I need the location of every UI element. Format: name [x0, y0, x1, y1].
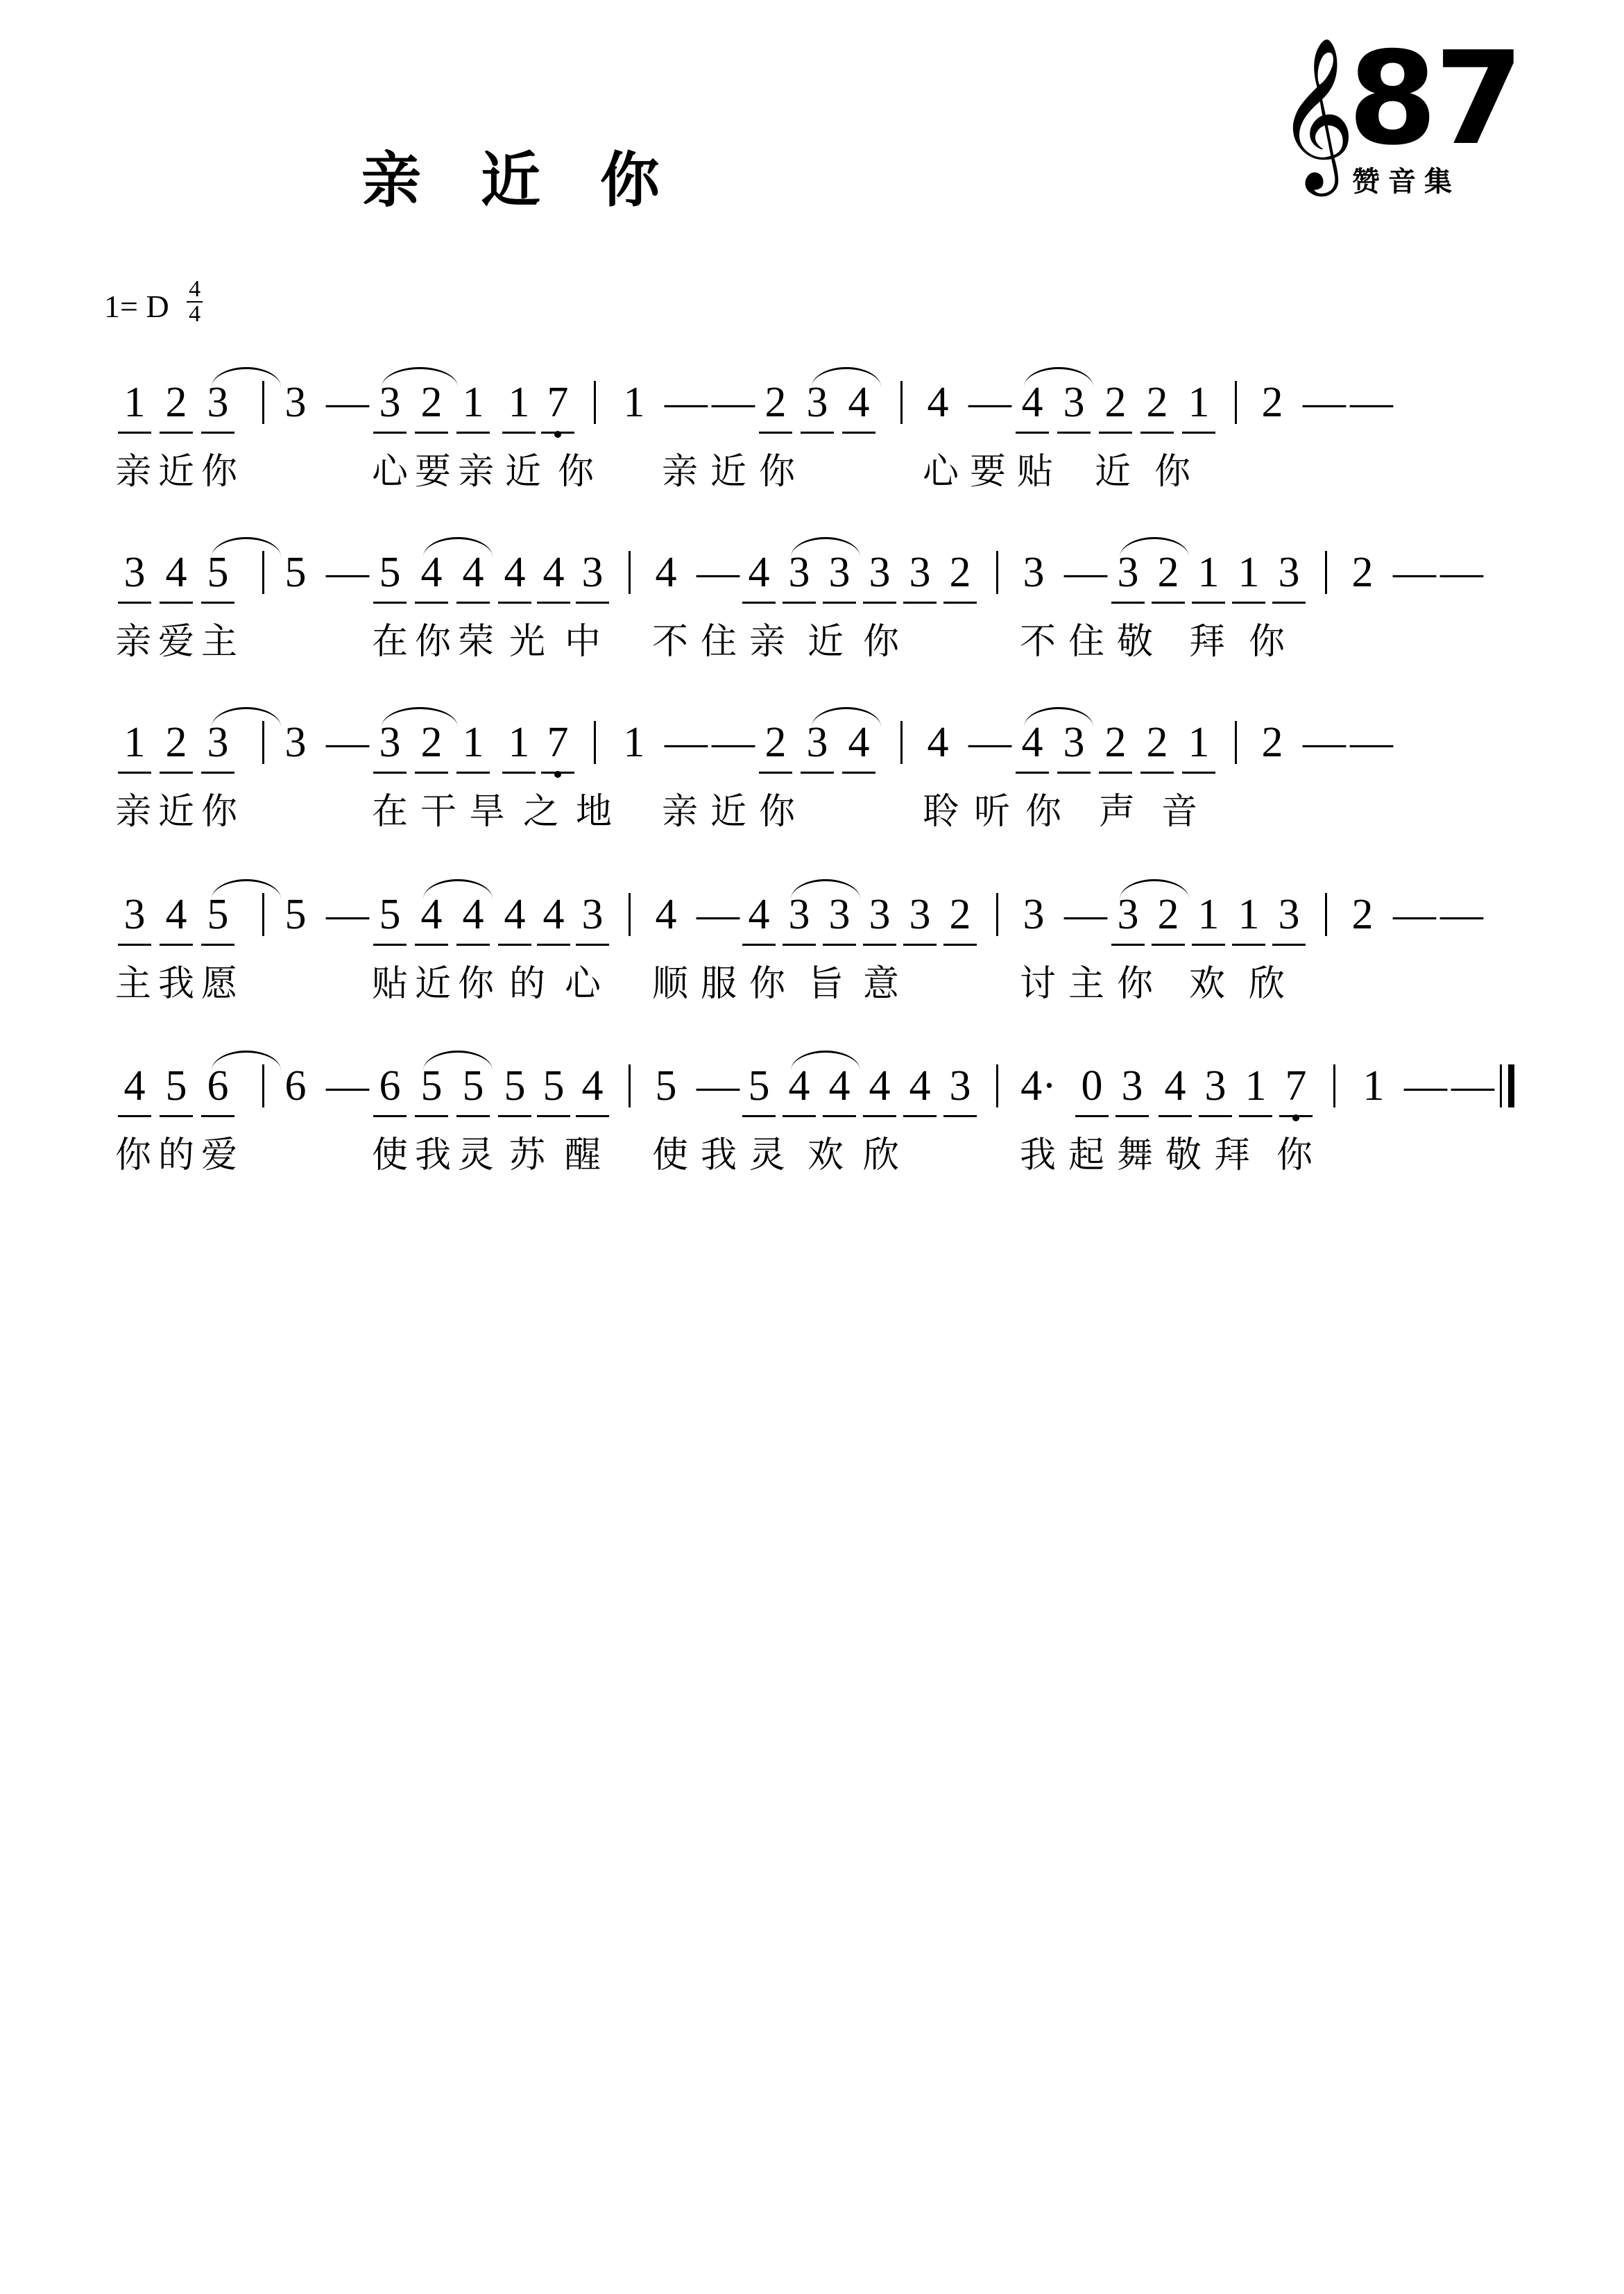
- lyric: 亲: [114, 621, 151, 663]
- lyric: 你: [749, 963, 785, 1005]
- lyric: 我: [157, 963, 194, 1005]
- lyric: 苏: [508, 1135, 545, 1176]
- note: 3: [118, 890, 151, 946]
- slur: [812, 707, 881, 727]
- note: 4: [498, 548, 531, 604]
- lyric: 要: [969, 451, 1006, 493]
- lyric: 旨: [807, 963, 844, 1005]
- note: 3: [1111, 548, 1145, 604]
- note: 3: [1111, 890, 1145, 946]
- note: 5: [415, 1062, 448, 1117]
- note: 2: [1099, 378, 1132, 434]
- barline: [262, 893, 264, 936]
- note: 4: [655, 891, 677, 938]
- lyric: 拜: [1188, 621, 1225, 663]
- note: 3: [1057, 718, 1091, 774]
- barline: [1325, 551, 1327, 594]
- music-system-3: [104, 718, 1533, 840]
- note: 2: [1140, 378, 1174, 434]
- lyric: 讨: [1019, 963, 1056, 1005]
- note: 3: [801, 718, 834, 774]
- badge-number: 87: [1348, 24, 1521, 173]
- barline: [1333, 1064, 1335, 1107]
- note-row: [104, 718, 1533, 782]
- note: 3: [783, 890, 816, 946]
- lyric: 你: [1248, 621, 1285, 663]
- lyric: 醒: [564, 1135, 601, 1176]
- barline: [594, 381, 596, 424]
- note: 3: [1023, 549, 1045, 596]
- lyric: 音: [1161, 791, 1197, 833]
- barline: [1325, 893, 1327, 936]
- lyric-row: [104, 782, 1533, 840]
- note: 4: [903, 1062, 937, 1117]
- note: 7: [541, 378, 574, 434]
- slur: [423, 1051, 493, 1071]
- note: 4: [823, 1062, 856, 1117]
- slur: [1120, 879, 1189, 899]
- slur: [791, 1051, 860, 1071]
- lyric: 亲: [457, 451, 494, 493]
- lyric: 你: [758, 791, 795, 833]
- barline: [900, 721, 903, 764]
- lyric: 舞: [1116, 1135, 1153, 1176]
- lyric: 你: [114, 1135, 151, 1176]
- lyric-row: [104, 954, 1533, 1012]
- note: 2: [415, 718, 448, 774]
- lyric: 你: [1154, 451, 1190, 493]
- lyric: 使: [371, 1135, 408, 1176]
- treble-clef-icon: 𝄞: [1277, 36, 1356, 189]
- music-system-2: [104, 548, 1533, 670]
- lyric: 在: [371, 621, 408, 663]
- note: 1: [502, 718, 536, 774]
- barline: [1235, 381, 1237, 424]
- note-dash: —: [1064, 549, 1107, 596]
- note-dash: —: [1350, 719, 1393, 766]
- lyric: 心: [564, 963, 601, 1005]
- barline: [629, 893, 631, 936]
- lyric: 你: [1116, 963, 1153, 1005]
- note: 5: [160, 1062, 193, 1117]
- slur: [812, 367, 881, 387]
- note: 3: [1272, 890, 1306, 946]
- slur: [382, 367, 458, 387]
- lyric: 爱: [200, 1135, 237, 1176]
- lyric: 住: [1068, 621, 1104, 663]
- lyric: 听: [973, 791, 1010, 833]
- lyric: 贴: [1016, 451, 1053, 493]
- note: 2: [415, 378, 448, 434]
- lyric: 你: [414, 621, 451, 663]
- note: 3: [201, 378, 234, 434]
- lyric: 我: [1019, 1135, 1056, 1176]
- slur: [382, 707, 458, 727]
- badge-collection-label: 赞音集: [1352, 166, 1460, 198]
- note: 3: [373, 378, 407, 434]
- note: 3: [863, 890, 896, 946]
- note: 6: [373, 1062, 407, 1117]
- note: 4: [927, 379, 949, 426]
- note: 7: [541, 718, 574, 774]
- note: 1: [456, 718, 490, 774]
- lyric: 我: [700, 1135, 737, 1176]
- slur: [212, 367, 281, 387]
- note: 3: [823, 890, 856, 946]
- note-row: [104, 548, 1533, 612]
- note-dash: —: [1440, 891, 1483, 938]
- note: 1: [1192, 890, 1225, 946]
- note: 3: [1116, 1062, 1149, 1117]
- lyric-row: [104, 1125, 1533, 1184]
- note: 2: [1261, 719, 1283, 766]
- note: 7: [1279, 1062, 1313, 1117]
- note: 4: [655, 549, 677, 596]
- lyric: 主: [1068, 963, 1104, 1005]
- lyric: 干: [420, 791, 456, 833]
- lyric: 近: [710, 791, 746, 833]
- note: 5: [742, 1062, 776, 1117]
- note: 4: [118, 1062, 151, 1117]
- barline: [1235, 721, 1237, 764]
- note: 4: [415, 890, 448, 946]
- note-dotted: 4·: [1020, 1062, 1057, 1110]
- barline: [629, 551, 631, 594]
- note: 5: [655, 1062, 677, 1110]
- note: 2: [943, 890, 977, 946]
- note: 1: [1182, 378, 1215, 434]
- final-barline: [1500, 1064, 1516, 1107]
- lyric: 亲: [114, 451, 151, 493]
- note: 6: [201, 1062, 234, 1117]
- note: 3: [801, 378, 834, 434]
- slur: [791, 537, 860, 557]
- slur: [791, 879, 860, 899]
- barline: [996, 1064, 998, 1107]
- time-signature: [187, 278, 203, 326]
- note-dash: —: [712, 379, 755, 426]
- note-dash: —: [712, 719, 755, 766]
- barline: [262, 551, 264, 594]
- note: 4: [842, 718, 875, 774]
- note: 1: [1182, 718, 1215, 774]
- note: 3: [576, 548, 609, 604]
- note-dash: —: [326, 1062, 369, 1110]
- barline: [900, 381, 903, 424]
- note: 2: [1351, 549, 1374, 596]
- note: 1: [1232, 890, 1265, 946]
- note-dash: —: [326, 719, 369, 766]
- lyric: 起: [1068, 1135, 1104, 1176]
- note: 1: [1192, 548, 1225, 604]
- slur: [1024, 707, 1093, 727]
- lyric: 欢: [1188, 963, 1225, 1005]
- note: 4: [160, 890, 193, 946]
- note: 3: [284, 379, 307, 426]
- note: 1: [1362, 1062, 1385, 1110]
- note-dash: —: [326, 891, 369, 938]
- note: 5: [201, 890, 234, 946]
- note-dash: —: [696, 891, 740, 938]
- lyric: 你: [862, 621, 899, 663]
- lyric: 地: [575, 791, 612, 833]
- note-dash: —: [1404, 1062, 1447, 1110]
- lyric: 你: [1025, 791, 1061, 833]
- note: 4: [498, 890, 531, 946]
- note: 3: [903, 548, 937, 604]
- note: 2: [759, 718, 792, 774]
- note: 5: [284, 549, 307, 596]
- lyric: 灵: [457, 1135, 494, 1176]
- key-label: 1= D: [104, 289, 169, 324]
- note: 4: [415, 548, 448, 604]
- note: 5: [284, 891, 307, 938]
- note: 4: [576, 1062, 609, 1117]
- slur: [423, 537, 493, 557]
- note: 3: [576, 890, 609, 946]
- note: 4: [742, 890, 776, 946]
- note: 1: [1232, 548, 1265, 604]
- lyric: 荣: [457, 621, 494, 663]
- note: 4: [927, 719, 949, 766]
- time-signature-numerator: 4: [187, 278, 203, 303]
- barline: [996, 893, 998, 936]
- note: 4: [1159, 1062, 1192, 1117]
- barline: [629, 1064, 631, 1107]
- note-dash: —: [1451, 1062, 1494, 1110]
- note-dash: —: [665, 379, 708, 426]
- note: 3: [783, 548, 816, 604]
- note: 3: [863, 548, 896, 604]
- note-dash: —: [968, 379, 1011, 426]
- note: 5: [373, 548, 407, 604]
- note: 4: [783, 1062, 816, 1117]
- lyric: 的: [157, 1135, 194, 1176]
- lyric-row: [104, 442, 1533, 500]
- slur: [212, 879, 281, 899]
- note: 3: [1199, 1062, 1232, 1117]
- lyric: 顺: [651, 963, 688, 1005]
- note: 5: [373, 890, 407, 946]
- lyric: 爱: [157, 621, 194, 663]
- lyric: 近: [807, 621, 844, 663]
- note: 4: [1016, 718, 1049, 774]
- note: 1: [118, 718, 151, 774]
- lyric: 我: [414, 1135, 451, 1176]
- note: 2: [1261, 379, 1283, 426]
- note: 3: [943, 1062, 977, 1117]
- music-system-4: [104, 890, 1533, 1012]
- lyric: 旱: [468, 791, 505, 833]
- lyric: 不: [651, 621, 688, 663]
- lyric: 住: [700, 621, 737, 663]
- note: 4: [456, 548, 490, 604]
- note-dash: —: [1393, 549, 1436, 596]
- note: 3: [284, 719, 307, 766]
- note: 4: [842, 378, 875, 434]
- note-dash: —: [696, 549, 740, 596]
- lyric: 你: [457, 963, 494, 1005]
- note: 4: [742, 548, 776, 604]
- note: 2: [943, 548, 977, 604]
- note-row: [104, 890, 1533, 954]
- note: 1: [118, 378, 151, 434]
- note: 3: [1057, 378, 1091, 434]
- lyric: 心: [371, 451, 408, 493]
- note: 4: [456, 890, 490, 946]
- note: 1: [623, 719, 645, 766]
- note-dash: —: [1393, 891, 1436, 938]
- lyric: 近: [710, 451, 746, 493]
- note: 1: [502, 378, 536, 434]
- note-dash: —: [1440, 549, 1483, 596]
- slur: [212, 707, 281, 727]
- lyric: 愿: [200, 963, 237, 1005]
- note: 5: [498, 1062, 531, 1117]
- lyric: 近: [504, 451, 541, 493]
- lyric: 心: [922, 451, 959, 493]
- note: 4: [537, 548, 570, 604]
- lyric: 敬: [1116, 621, 1153, 663]
- lyric: 近: [157, 791, 194, 833]
- lyric: 灵: [749, 1135, 785, 1176]
- note: 5: [456, 1062, 490, 1117]
- slur: [212, 1051, 281, 1071]
- note: 1: [456, 378, 490, 434]
- music-system-1: [104, 378, 1533, 500]
- lyric: 的: [508, 963, 545, 1005]
- lyric: 声: [1098, 791, 1135, 833]
- collection-badge: [1270, 24, 1548, 207]
- note: 4: [1016, 378, 1049, 434]
- lyric: 要: [414, 451, 451, 493]
- lyric: 近: [157, 451, 194, 493]
- note: 3: [823, 548, 856, 604]
- lyric: 你: [200, 791, 237, 833]
- barline: [594, 721, 596, 764]
- barline: [262, 721, 264, 764]
- lyric: 光: [508, 621, 545, 663]
- lyric: 之: [522, 791, 559, 833]
- key-signature: [104, 278, 203, 326]
- note-dash: —: [1350, 379, 1393, 426]
- slur: [1024, 367, 1093, 387]
- note: 3: [201, 718, 234, 774]
- lyric: 欢: [807, 1135, 844, 1176]
- note: 2: [759, 378, 792, 434]
- lyric: 近: [1094, 451, 1131, 493]
- lyric: 你: [200, 451, 237, 493]
- note: 5: [537, 1062, 570, 1117]
- lyric: 亲: [114, 791, 151, 833]
- lyric: 亲: [661, 451, 698, 493]
- note-dash: —: [1303, 379, 1346, 426]
- note-dash: —: [326, 549, 369, 596]
- lyric: 在: [371, 791, 408, 833]
- note: 2: [1140, 718, 1174, 774]
- lyric: 亲: [749, 621, 785, 663]
- lyric: 贴: [371, 963, 408, 1005]
- note: 1: [1239, 1062, 1272, 1117]
- slur: [1120, 537, 1189, 557]
- note: 2: [160, 378, 193, 434]
- lyric: 你: [1276, 1135, 1313, 1176]
- lyric: 欣: [1248, 963, 1285, 1005]
- barline: [996, 551, 998, 594]
- lyric: 意: [862, 963, 899, 1005]
- note: 1: [623, 379, 645, 426]
- lyric: 主: [200, 621, 237, 663]
- lyric: 你: [758, 451, 795, 493]
- note: 2: [160, 718, 193, 774]
- lyric: 使: [651, 1135, 688, 1176]
- slur: [212, 537, 281, 557]
- lyric: 近: [414, 963, 451, 1005]
- lyric: 聆: [922, 791, 959, 833]
- note-dash: —: [696, 1062, 740, 1110]
- lyric: 你: [557, 451, 594, 493]
- note-row: [104, 378, 1533, 442]
- note: 3: [1023, 891, 1045, 938]
- note-dash: —: [665, 719, 708, 766]
- note: 4: [863, 1062, 896, 1117]
- page-title: 亲 近 你: [361, 146, 679, 215]
- note: 4: [537, 890, 570, 946]
- note: 4: [160, 548, 193, 604]
- note: 3: [118, 548, 151, 604]
- note: 2: [1152, 548, 1185, 604]
- note-dash: —: [326, 379, 369, 426]
- lyric: 不: [1019, 621, 1056, 663]
- note: 6: [284, 1062, 307, 1110]
- barline: [262, 1064, 264, 1107]
- music-system-5: [104, 1062, 1533, 1184]
- lyric: 敬: [1165, 1135, 1202, 1176]
- time-signature-denominator: 4: [189, 301, 201, 327]
- note-rest: 0: [1075, 1062, 1109, 1117]
- lyric-row: [104, 612, 1533, 670]
- note: 3: [903, 890, 937, 946]
- note-dash: —: [1064, 891, 1107, 938]
- lyric: 主: [114, 963, 151, 1005]
- note-dash: —: [1303, 719, 1346, 766]
- note: 2: [1152, 890, 1185, 946]
- note: 2: [1099, 718, 1132, 774]
- note: 3: [1272, 548, 1306, 604]
- note-dash: —: [968, 719, 1011, 766]
- lyric: 欣: [862, 1135, 899, 1176]
- lyric: 中: [564, 621, 601, 663]
- note: 5: [201, 548, 234, 604]
- slur: [423, 879, 493, 899]
- barline: [262, 381, 264, 424]
- note: 2: [1351, 891, 1374, 938]
- lyric: 服: [700, 963, 737, 1005]
- note-row: [104, 1062, 1533, 1125]
- note: 3: [373, 718, 407, 774]
- lyric: 亲: [661, 791, 698, 833]
- lyric: 拜: [1213, 1135, 1250, 1176]
